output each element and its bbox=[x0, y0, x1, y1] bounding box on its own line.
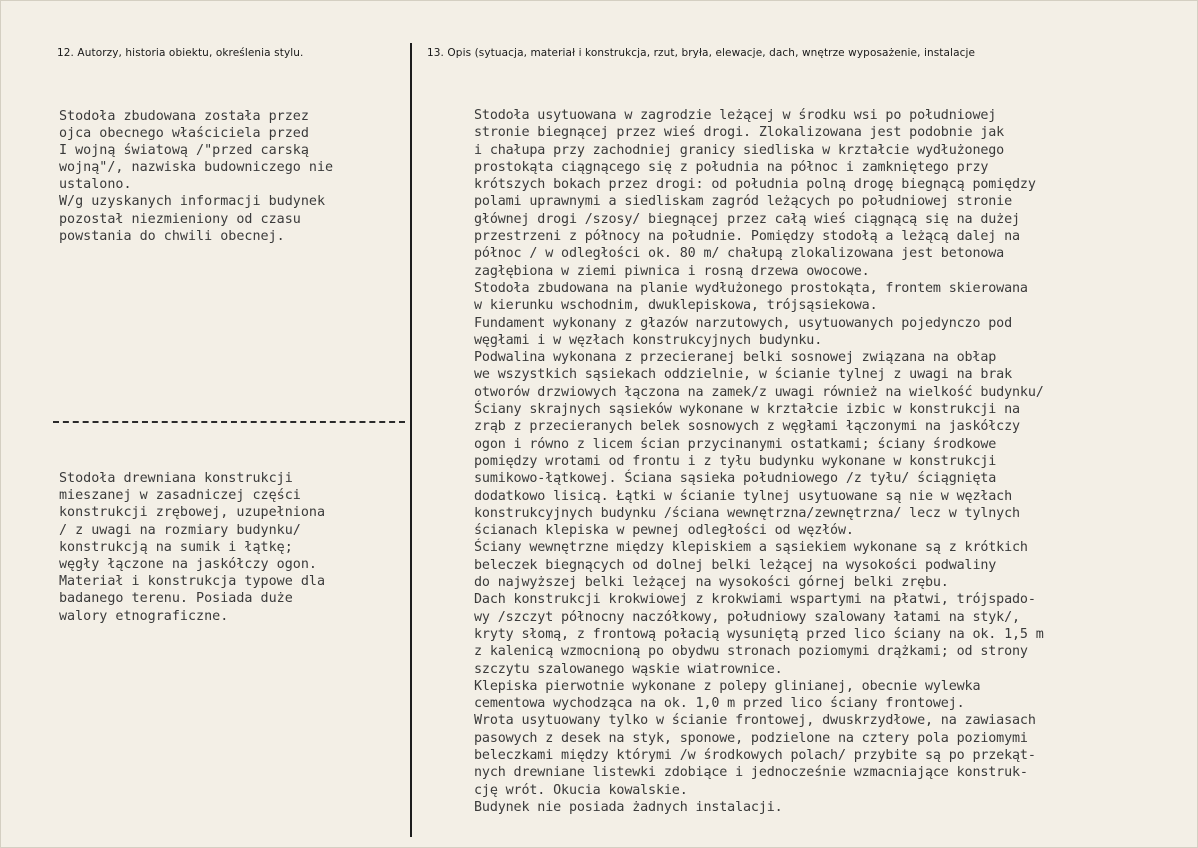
section-12-style-text: Stodoła drewniana konstrukcji mieszanej w zasadniczej części konstrukcji zrębowej, uzupełniona / z uwagi na rozmiary budynku/ konstrukcją na sumik i łątkę; węgły łączone na jaskółczy ogon. Materiał i konstrukcja typowe dla badanego terenu. Posiada duże walory etnograficzne. bbox=[59, 471, 326, 624]
section-12-history-text: Stodoła zbudowana została przez ojca obecnego właściciela przed I wojną światową /"przed carską wojną"/, nazwiska budowniczego nie ustalono. W/g uzyskanych informacji budynek pozostał niezmieniony od czasu powstania do chwili obecnej. bbox=[59, 109, 334, 244]
section-13-header: 13. Opis (sytuacja, materiał i konstrukcja, rzut, bryła, elewacje, dach, wnętrze wyposażenie, instalacje bbox=[427, 47, 976, 59]
dashed-separator bbox=[53, 421, 405, 423]
section-13-description-text: Stodoła usytuowana w zagrodzie leżącej w środku wsi po południowej stronie biegnącej przez wieś drogi. Zlokalizowana jest podobnie jak i chałupa przy zachodniej granicy siedliska w krztałcie wydłużonego prostokąta ciągnącego się z południa na północ i zamkniętego przy krótszych bokach przez drogi: od południa polną drogę biegnącą pomiędzy polami uprawnymi a siedliskam zagród leżących po południowej stronie głównej drogi /szosy/ biegnącej przez całą wieś ciągnącą się na dużej przestrzeni z północy na południe. Pomiędzy stodołą a leżącą dalej na północ / w odległości ok. 80 m/ chałupą zlokalizowana jest betonowa zagłębiona w ziemi piwnica i rosną drzewa owocowe. Stodoła zbudowana na planie wydłużonego prostokąta, frontem skierowana w kierunku wschodnim, dwuklepiskowa, trójsąsiekowa. Fundament wykonany z głazów narzutowych, usytuowanych pojedynczo pod węgłami i w węzłach konstrukcyjnych budynku. Podwalina wykonana z przecieranej belki sosnowej związana na obłap we wszystkich sąsiekach oddzielnie, w ścianie tylnej z uwagi na brak otworów drzwiowych łączona na zamek/z uwagi również na wielkość budynku/ Ściany skrajnych sąsieków wykonane w krztałcie izbic w konstrukcji na zrąb z przecieranych belek sosnowych z węgłami łączonymi na jaskółczy ogon i równo z licem ścian przycinanymi ostatkami; ściany środkowe pomiędzy wrotami od frontu i z tyłu budynku wykonane w konstrukcji sumikowo-łątkowej. Ściana sąsieka południowego /z tyłu/ ściągnięta dodatkowo lisicą. Łątki w ścianie tylnej usytuowane są nie w węzłach konstrukcyjnych budynku /ściana wewnętrzna/zewnętrzna/ lecz w tylnych ścianach klepiska w pewnej odległości od węzłów. Ściany wewnętrzne między klepiskiem a sąsiekiem wykonane są z krótkich beleczek biegnących od dolnej belki leżącej na wysokości podwaliny do najwyższej belki leżącej na wysokości górnej belki zrębu. Dach konstrukcji krokwiowej z krokwiami wspartymi na płatwi, trójspado- wy /szczyt północny naczółkowy, południowy szalowany łatami na styk/, kryty słomą, z frontową połacią wysuniętą przed lico ściany na ok. 1,5 m z kalenicą wzmocnioną po obydwu stronach poziomymi drążkami; od strony szczytu szalowanego wąskie wiatrownice. Klepiska pierwotnie wykonane z polepy glinianej, obecnie wylewka cementowa wychodząca na ok. 1,0 m przed lico ściany frontowej. Wrota usytuowany tylko w ścianie frontowej, dwuskrzydłowe, na zawiasach pasowych z desek na styk, sponowe, podzielone na cztery pola poziomymi beleczkami między którymi /w środkowych polach/ przybite są po przekąt- nych drewniane listewki zdobiące i jednocześnie wzmacniające konstruk- cję wrót. Okucia kowalskie. Budynek nie posiada żadnych instalacji. bbox=[474, 108, 1044, 815]
column-divider bbox=[410, 43, 412, 837]
section-12-header: 12. Autorzy, historia obiektu, określenia stylu. bbox=[57, 47, 304, 59]
